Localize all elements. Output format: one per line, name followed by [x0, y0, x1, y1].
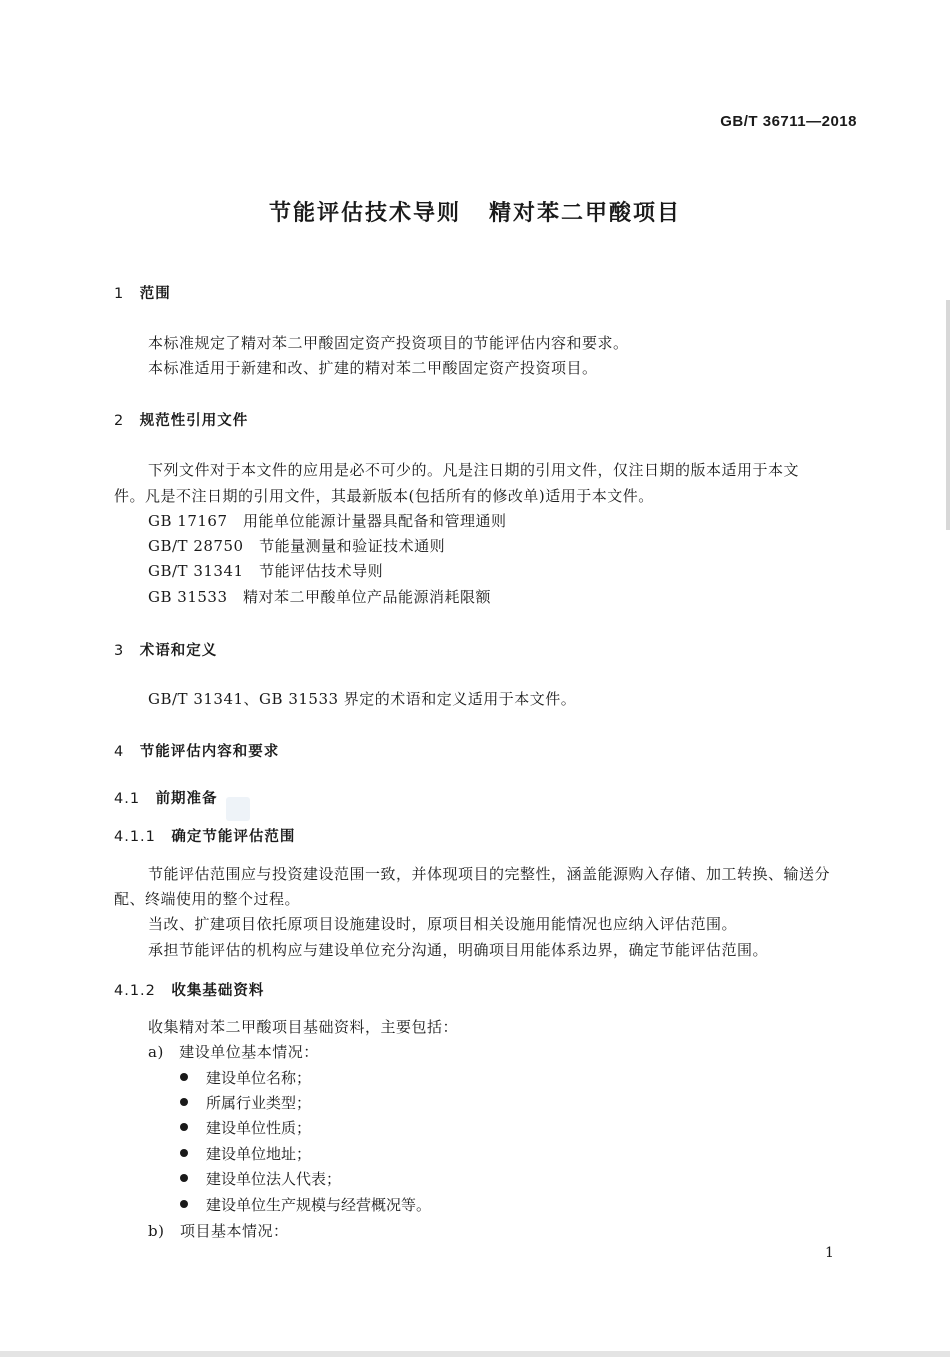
list-item-b: b) 项目基本情况： [148, 1222, 289, 1240]
bullet-text: 建设单位法人代表； [206, 1170, 342, 1188]
paragraph: 本标准规定了精对苯二甲酸固定资产投资项目的节能评估内容和要求。 [148, 334, 629, 352]
bullet-text: 建设单位生产规模与经营概况等。 [206, 1196, 432, 1214]
section-2-heading [114, 409, 248, 430]
bullet-item [180, 1194, 431, 1215]
paragraph: GB/T 31341、GB 31533 界定的术语和定义适用于本文件。 [148, 690, 577, 708]
list-item-a: a) 建设单位基本情况： [148, 1043, 319, 1061]
paragraph-continuation: 配、终端使用的整个过程。 [114, 890, 301, 908]
bullet-text: 建设单位地址； [206, 1145, 312, 1163]
page-number: 1 [825, 1245, 834, 1261]
section-number: 4.1.2 [114, 983, 156, 999]
page-bottom-edge [0, 1351, 950, 1357]
section-number: 4.1 [114, 791, 141, 807]
reference-code: GB/T 28750 [148, 537, 244, 555]
reference-name: 用能单位能源计量器具配备和管理通则 [243, 512, 507, 530]
section-number: 4 [114, 744, 125, 760]
bullet-item [180, 1168, 341, 1189]
scan-artifact [226, 797, 250, 821]
bullet-icon [180, 1149, 188, 1157]
section-4-heading [114, 740, 279, 761]
subsection-4-1-heading [114, 787, 218, 808]
bullet-text: 建设单位名称； [206, 1069, 312, 1087]
section-title: 节能评估内容和要求 [139, 744, 280, 760]
bullet-item [180, 1117, 311, 1138]
section-number: 4.1.1 [114, 829, 156, 845]
bullet-icon [180, 1073, 188, 1081]
page-edge-shadow [946, 300, 950, 530]
reference-item [148, 510, 507, 531]
section-title: 收集基础资料 [171, 983, 265, 999]
section-title: 确定节能评估范围 [171, 829, 296, 845]
bullet-icon [180, 1098, 188, 1106]
section-number: 2 [114, 413, 125, 429]
section-title: 术语和定义 [139, 643, 218, 659]
reference-name: 节能量测量和验证技术通则 [259, 537, 446, 555]
title-part-1: 节能评估技术导则 [268, 201, 461, 226]
reference-code: GB/T 31341 [148, 562, 244, 580]
section-number: 3 [114, 643, 125, 659]
title-part-2: 精对苯二甲酸项目 [489, 201, 682, 226]
bullet-icon [180, 1174, 188, 1182]
reference-item [148, 560, 383, 581]
reference-item [148, 535, 445, 556]
reference-code: GB 31533 [148, 588, 228, 606]
bullet-item [180, 1143, 311, 1164]
paragraph-continuation: 件。凡是不注日期的引用文件，其最新版本(包括所有的修改单)适用于本文件。 [114, 487, 654, 505]
section-title: 规范性引用文件 [139, 413, 249, 429]
section-number: 1 [114, 286, 125, 302]
reference-code: GB 17167 [148, 512, 228, 530]
reference-item [148, 586, 491, 607]
paragraph: 下列文件对于本文件的应用是必不可少的。凡是注日期的引用文件，仅注日期的版本适用于本文 [148, 461, 800, 479]
standard-code: GB/T 36711—2018 [720, 113, 857, 130]
reference-name: 精对苯二甲酸单位产品能源消耗限额 [243, 588, 492, 606]
paragraph: 节能评估范围应与投资建设范围一致，并体现项目的完整性，涵盖能源购入存储、加工转换、输送分 [148, 865, 831, 883]
reference-name: 节能评估技术导则 [259, 562, 384, 580]
paragraph: 当改、扩建项目依托原项目设施建设时，原项目相关设施用能情况也应纳入评估范围。 [148, 915, 738, 933]
bullet-icon [180, 1123, 188, 1131]
subsection-4-1-1-heading [114, 825, 295, 846]
section-3-heading [114, 639, 217, 660]
section-title: 范围 [139, 286, 171, 302]
bullet-text: 所属行业类型； [206, 1094, 312, 1112]
paragraph: 收集精对苯二甲酸项目基础资料，主要包括： [148, 1018, 459, 1036]
subsection-4-1-2-heading [114, 979, 264, 1000]
bullet-item [180, 1067, 311, 1088]
bullet-item [180, 1092, 311, 1113]
section-1-heading [114, 282, 171, 303]
bullet-icon [180, 1200, 188, 1208]
bullet-text: 建设单位性质； [206, 1119, 312, 1137]
section-title: 前期准备 [155, 791, 218, 807]
paragraph: 承担节能评估的机构应与建设单位充分沟通，明确项目用能体系边界，确定节能评估范围。 [148, 941, 769, 959]
paragraph: 本标准适用于新建和改、扩建的精对苯二甲酸固定资产投资项目。 [148, 359, 598, 377]
document-title [0, 196, 950, 227]
